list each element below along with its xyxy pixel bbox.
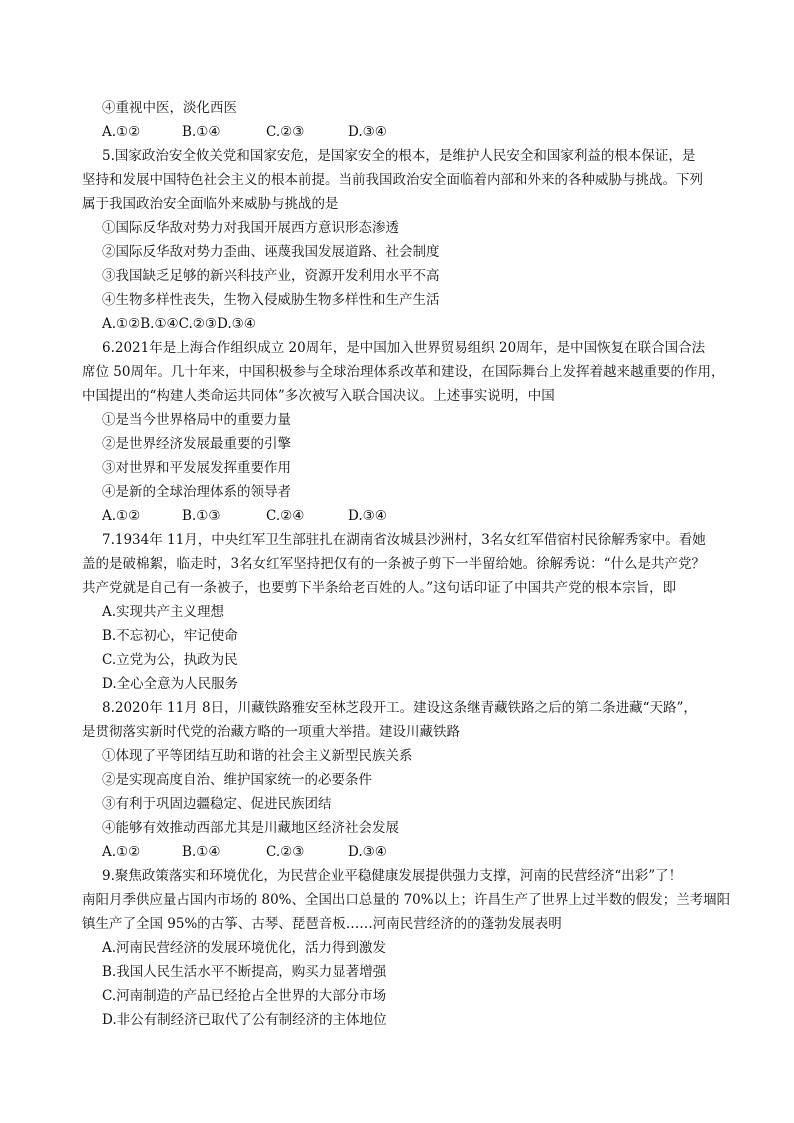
q9-stem-line-3: 镇生产了全国 95%的古筝、古琴、琵琶音板……河南民营经济的的蓬勃发展表明	[82, 916, 562, 932]
q5-option-3: ③我国缺乏足够的新兴科技产业，资源开发利用水平不高	[102, 268, 440, 284]
q8-choice-b: B.①④	[182, 844, 221, 860]
q6-stem-line-2: 席位 50周年。几十年来，中国积极参与全球治理体系改革和建设，在国际舞台上发挥着越来越重要的作用，	[82, 364, 725, 380]
q5-option-1: ①国际反华敌对势力对我国开展西方意识形态渗透	[102, 220, 399, 236]
q7-option-b: B.不忘初心，牢记使命	[102, 628, 238, 644]
q9-stem-line-1: 9.聚焦政策落实和环境优化，为民营企业平稳健康发展提供强力支撑，河南的民营经济“出彩”了！	[102, 868, 683, 884]
q6-option-2: ②是世界经济发展最重要的引擎	[102, 436, 291, 452]
q9-option-a: A.河南民营经济的发展环境优化，活力得到激发	[102, 940, 387, 956]
q8-choices	[102, 840, 387, 864]
q7-option-c: C.立党为公，执政为民	[102, 652, 238, 668]
q5-option-2: ②国际反华敌对势力歪曲、诬蔑我国发展道路、社会制度	[102, 244, 440, 260]
q8-option-4: ④能够有效推动西部尤其是川藏地区经济社会发展	[102, 820, 399, 836]
q6-option-4: ④是新的全球治理体系的领导者	[102, 484, 291, 500]
q7-stem-line-1: 7.1934年 11月，中央红军卫生部驻扎在湖南省汝城县沙洲村，3名女红军借宿村民徐解秀家中。看她	[102, 532, 706, 548]
q7-option-d: D.全心全意为人民服务	[102, 676, 239, 692]
q5-stem-line-3: 属于我国政治安全面临外来威胁与挑战的是	[82, 196, 339, 212]
q9-stem-line-2: 南阳月季供应量占国内市场的 80%、全国出口总量的 70%以上；许昌生产了世界上过半数的假发；兰考堌阳	[82, 892, 731, 908]
q6-stem-line-1: 6.2021年是上海合作组织成立 20周年，是中国加入世界贸易组织 20周年，是中国恢复在联合国合法	[102, 340, 706, 356]
q8-choice-d: D.③④	[348, 844, 387, 860]
q8-stem-line-2: 是贯彻落实新时代党的治藏方略的一项重大举措。建设川藏铁路	[82, 724, 460, 740]
q5-choices: A.①②B.①④C.②③D.③④	[102, 316, 256, 332]
q6-stem-line-3: 中国提出的“构建人类命运共同体”多次被写入联合国决议。上述事实说明，中国	[82, 388, 555, 404]
q6-choice-c: C.②④	[266, 508, 305, 524]
q6-choices	[102, 504, 387, 528]
q8-stem-line-1: 8.2020年 11月 8日，川藏铁路雅安至林芝段开工。建设这条继青藏铁路之后的第二条进藏“天路”，	[102, 700, 697, 716]
q4-choices	[102, 120, 387, 144]
q8-choice-c: C.②③	[266, 844, 305, 860]
q4-choice-c: C.②③	[266, 124, 305, 140]
q6-choice-d: D.③④	[348, 508, 387, 524]
q5-stem-line-2: 坚持和发展中国特色社会主义的根本前提。当前我国政治安全面临着内部和外来的各种威胁与挑战。下列	[82, 172, 703, 188]
q8-option-1: ①体现了平等团结互助和谐的社会主义新型民族关系	[102, 748, 413, 764]
q5-option-4: ④生物多样性丧失，生物入侵威胁生物多样性和生产生活	[102, 292, 440, 308]
q6-option-1: ①是当今世界格局中的重要力量	[102, 412, 291, 428]
q9-option-b: B.我国人民生活水平不断提高，购买力显著增强	[102, 964, 387, 980]
q4-option-4: ④重视中医，淡化西医	[102, 100, 237, 116]
q7-option-a: A.实现共产主义理想	[102, 604, 225, 620]
q9-option-c: C.河南制造的产品已经抢占全世界的大部分市场	[102, 988, 387, 1004]
q4-choice-a: A.①②	[102, 124, 141, 140]
q4-choice-b: B.①④	[182, 124, 221, 140]
q4-choice-d: D.③④	[348, 124, 387, 140]
q8-option-3: ③有利于巩固边疆稳定、促进民族团结	[102, 796, 332, 812]
q6-choice-a: A.①②	[102, 508, 141, 524]
q8-option-2: ②是实现高度自治、维护国家统一的必要条件	[102, 772, 372, 788]
q6-choice-b: B.①③	[182, 508, 221, 524]
q7-stem-line-2: 盖的是破棉絮，临走时，3名女红军坚持把仅有的一条被子剪下一半留给她。徐解秀说：“什么是共产党？	[82, 556, 705, 572]
q5-stem-line-1: 5.国家政治安全攸关党和国家安危，是国家安全的根本，是维护人民安全和国家利益的根本保证，是	[102, 148, 696, 164]
q6-option-3: ③对世界和平发展发挥重要作用	[102, 460, 291, 476]
q8-choice-a: A.①②	[102, 844, 141, 860]
q9-option-d: D.非公有制经济已取代了公有制经济的主体地位	[102, 1012, 387, 1028]
q7-stem-line-3: 共产党就是自己有一条被子，也要剪下半条给老百姓的人。”这句话印证了中国共产党的根本宗旨，即	[82, 580, 677, 596]
